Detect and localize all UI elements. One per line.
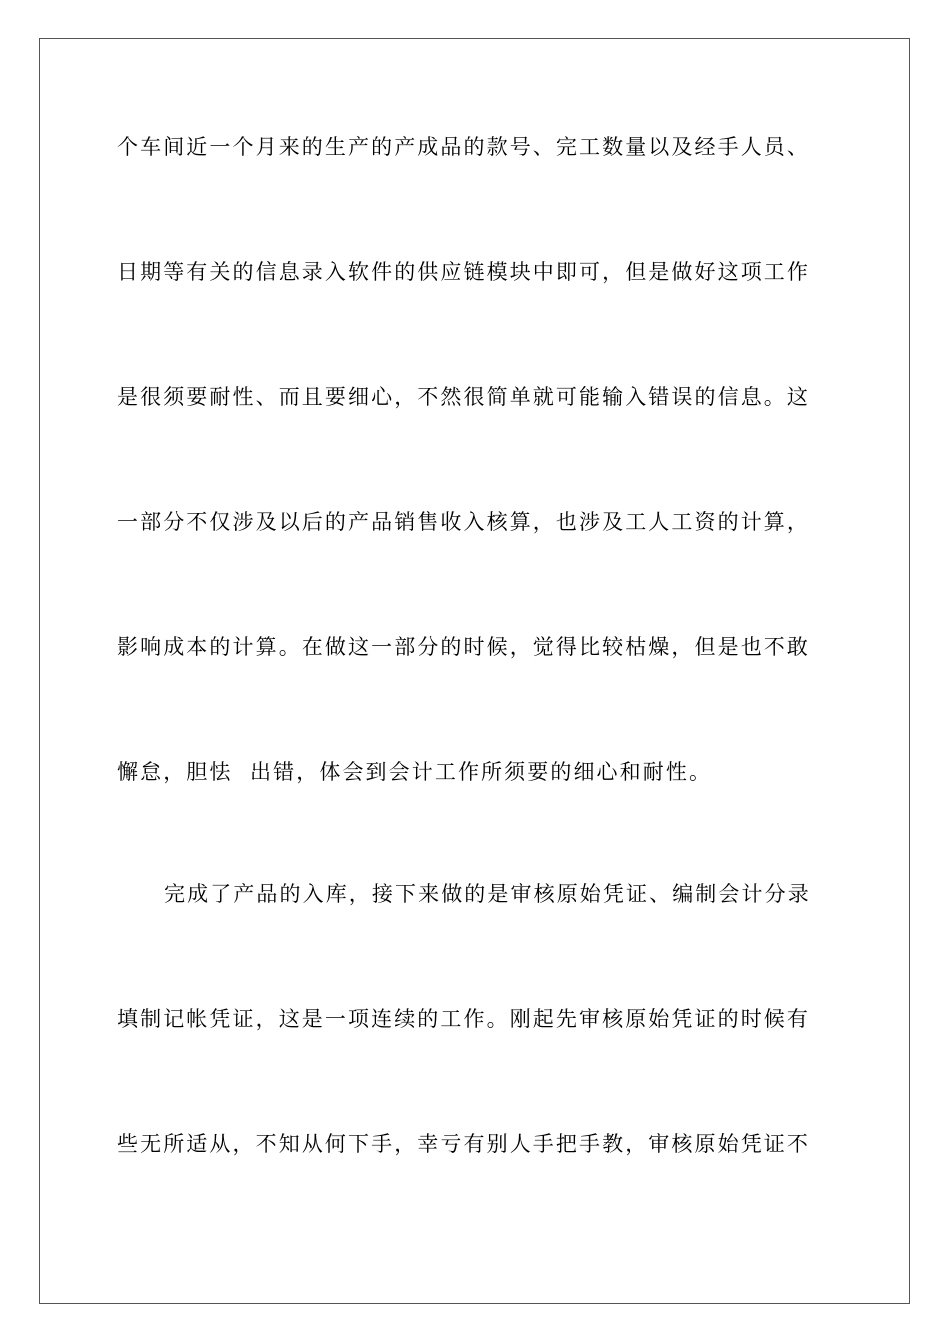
text-line-8: 填制记帐凭证，这是一项连续的工作。刚起先审核原始凭证的时候有 bbox=[117, 1007, 810, 1031]
text-line-1: 个车间近一个月来的生产的产成品的款号、完工数量以及经手人员、 bbox=[117, 135, 810, 159]
text-line-9: 些无所适从，不知从何下手，幸亏有别人手把手教，审核原始凭证不 bbox=[117, 1132, 810, 1156]
text-line-5: 影响成本的计算。在做这一部分的时候，觉得比较枯燥，但是也不敢 bbox=[117, 635, 810, 659]
text-line-2: 日期等有关的信息录入软件的供应链模块中即可，但是做好这项工作 bbox=[117, 260, 810, 284]
page-border bbox=[39, 38, 910, 1304]
text-line-3: 是很须要耐性、而且要细心，不然很简单就可能输入错误的信息。这 bbox=[117, 385, 810, 409]
text-line-6: 懈怠，胆怯 出错，体会到会计工作所须要的细心和耐性。 bbox=[117, 760, 713, 784]
paragraph-start-line: 完成了产品的入库，接下来做的是审核原始凭证、编制会计分录 bbox=[164, 882, 811, 906]
text-line-4: 一部分不仅涉及以后的产品销售收入核算，也涉及工人工资的计算， bbox=[117, 510, 810, 534]
